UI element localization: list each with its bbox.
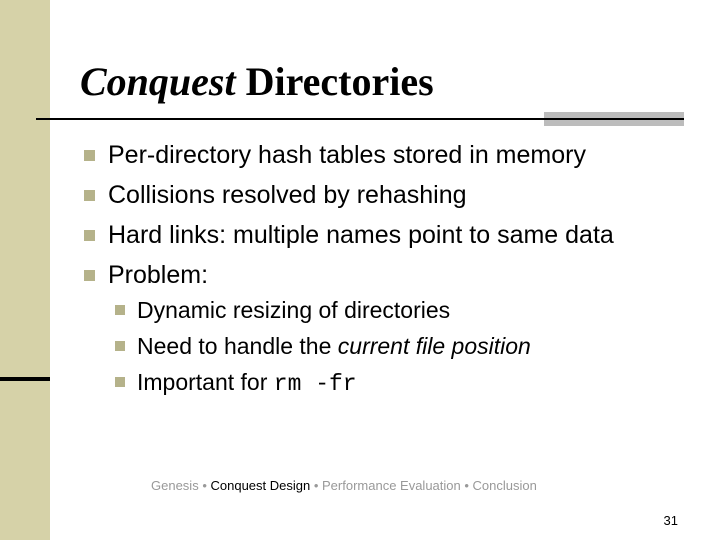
footer-section-genesis: Genesis bbox=[151, 478, 199, 493]
bullet-list bbox=[84, 135, 614, 295]
bullet-item bbox=[84, 215, 614, 255]
left-decorative-bar bbox=[0, 0, 50, 540]
sub-bullet-item bbox=[115, 328, 531, 364]
bullet-text: Per-directory hash tables stored in memory bbox=[108, 141, 586, 169]
footer-section-conclusion: Conclusion bbox=[472, 478, 537, 493]
footer-separator: • bbox=[460, 478, 473, 493]
footer-separator: • bbox=[310, 478, 322, 493]
square-bullet-icon bbox=[84, 230, 95, 241]
sub-bullet-text: Need to handle the bbox=[137, 333, 338, 359]
square-bullet-icon bbox=[115, 377, 125, 387]
bullet-text: Problem: bbox=[108, 261, 209, 289]
bullet-item bbox=[84, 175, 614, 215]
title-italic: Conquest bbox=[80, 59, 236, 104]
title-rest: Directories bbox=[235, 59, 434, 104]
bullet-text: Hard links: multiple names point to same data bbox=[108, 221, 614, 249]
square-bullet-icon bbox=[115, 341, 125, 351]
footer-section-evaluation: Performance Evaluation bbox=[322, 478, 461, 493]
sub-bullet-italic: current file position bbox=[337, 333, 531, 359]
square-bullet-icon bbox=[115, 305, 125, 315]
sub-bullet-text: Dynamic resizing of directories bbox=[137, 297, 451, 323]
square-bullet-icon bbox=[84, 270, 95, 281]
footer-section-current: Conquest Design bbox=[210, 478, 311, 493]
sub-bullet-text: Important for bbox=[137, 369, 274, 395]
bullet-text: Collisions resolved by rehashing bbox=[108, 181, 467, 209]
page-number: 31 bbox=[663, 513, 678, 528]
square-bullet-icon bbox=[84, 150, 95, 161]
bullet-item bbox=[84, 255, 614, 295]
sub-bullet-item bbox=[115, 292, 531, 328]
left-accent-line bbox=[0, 377, 50, 381]
title-rule bbox=[36, 118, 684, 120]
bullet-item bbox=[84, 135, 614, 175]
footer-separator: • bbox=[198, 478, 211, 493]
sub-bullet-list bbox=[115, 292, 531, 402]
sub-bullet-item bbox=[115, 364, 531, 402]
sub-bullet-code: rm -fr bbox=[273, 371, 357, 397]
slide-title bbox=[80, 58, 434, 105]
square-bullet-icon bbox=[84, 190, 95, 201]
